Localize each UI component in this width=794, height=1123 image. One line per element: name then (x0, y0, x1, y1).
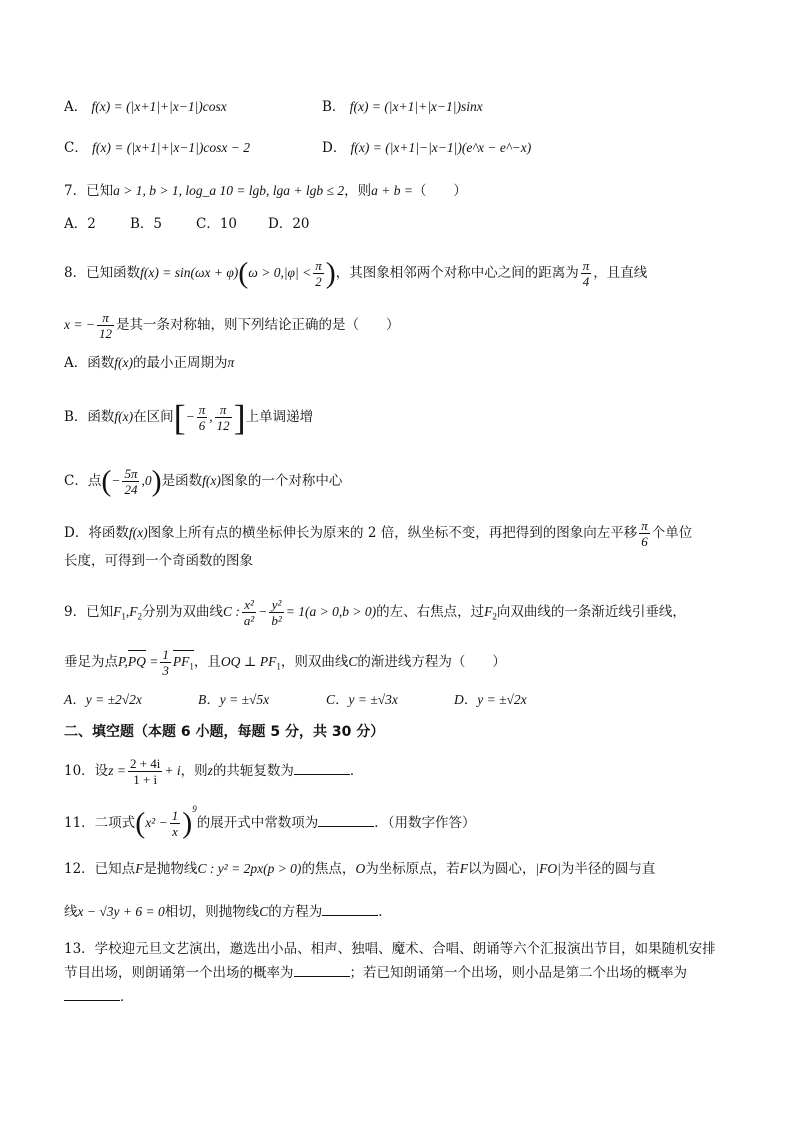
q6-option-d-expr: f(x) = (|x+1|−|x−1|)(e^x − e^−x) (350, 140, 532, 155)
q9-hyperbola: C : (222, 604, 240, 619)
q9-option-d[interactable]: D．y = ±√2x (454, 692, 527, 707)
q10-answer-blank[interactable] (294, 761, 350, 775)
q9-options (64, 690, 527, 710)
q9-option-a[interactable]: A．y = ±2√2x (64, 692, 142, 707)
q8-stem-line1: 8．已知函数f(x) = sin(ωx + φ)(ω > 0,|φ| < $\frac{\pi}{2}$ )，其图象相邻两个对称中心之间的距离为 $\frac{\pi}{4}$ ，且直线 (64, 256, 648, 290)
q7-option-c[interactable]: C．10 (196, 216, 238, 232)
q8-option-b[interactable]: B．函数f(x)在区间[− $\frac{\pi}{6}$ , $\frac{\pi}{12}$ ]上单调递增 (64, 397, 314, 438)
q13-answer-blank-1[interactable] (294, 963, 350, 977)
q13-line1: 13．学校迎元旦文艺演出，邀选出小品、相声、独唱、魔术、合唱、朗诵等六个汇报演出节目，如果随机安排 (64, 941, 716, 957)
q8-function: f(x) = sin(ωx + φ) (140, 265, 239, 280)
q10: 10．设z = $\frac{2 + 4i}{1 + i}$ + i，则z的共轭复数为 ． (64, 756, 364, 787)
section-title-fill-in: 二、填空题（本题 6 小题，每题 5 分，共 30 分） (64, 724, 385, 740)
q6-option-b-expr: f(x) = (|x+1|+|x−1|)sinx (349, 99, 483, 114)
q7-stem: 7．已知a > 1, b > 1, log_a 10 = lgb, lga + lgb ≤ 2，则a + b =（ ） (64, 183, 467, 199)
q7-option-b[interactable]: B．5 (130, 216, 163, 232)
q9-option-b[interactable]: B．y = ±√5x (198, 692, 270, 707)
q8-option-d[interactable]: D．将函数f(x)图象上所有点的横坐标伸长为原来的 2 倍，纵坐标不变，再把得到的图象向左平移 $\frac{\pi}{6}$ 个单位 (64, 518, 693, 549)
q8-option-a[interactable]: A．函数f(x)的最小正周期为π (64, 355, 235, 371)
q6-option-b[interactable]: B． f(x) = (|x+1|+|x−1|)sinx (322, 99, 483, 115)
q8-option-c[interactable]: C．点(− $\frac{5\pi}{24}$ ,0)是函数f(x)图象的一个对称中心 (64, 464, 343, 498)
q12-parabola: C : y² = 2px(p > 0) (197, 861, 302, 876)
q9-stem-line1: 9．已知$F_1,F_2$分别为双曲线C : $\frac{\text{x²}}{\text{a²}}$ − $\frac{\text{y²}}{\text{b²}}$ = 1(a > 0,b > 0)的左、右焦点，过$F_2$向双曲线的一条渐近线引垂线， (64, 597, 686, 628)
q12-answer-blank[interactable] (322, 902, 378, 916)
q8-option-d-line2: 长度，可得到一个奇函数的图象 (64, 553, 253, 569)
q9-stem-line2: 垂足为点P,PQ = $\frac{1}{3}$ $PF_1$，且OQ ⊥ $PF_1$，则双曲线C的渐进线方程为（ ） (64, 647, 506, 678)
q11-answer-blank[interactable] (318, 813, 374, 827)
q12-line2: 线x − √3y + 6 = 0相切，则抛物线C的方程为 ． (64, 904, 392, 920)
q8-stem-line2: x = − $\frac{\pi}{12}$ 是其一条对称轴，则下列结论正确的是（ ） (64, 310, 400, 341)
q6-option-a-expr: f(x) = (|x+1|+|x−1|)cosx (91, 99, 227, 114)
q13-line3: ． (64, 987, 134, 1007)
q6-option-a[interactable]: A． f(x) = (|x+1|+|x−1|)cosx (64, 99, 227, 115)
q6-option-c-expr: f(x) = (|x+1|+|x−1|)cosx − 2 (92, 140, 250, 155)
q12-line1: 12．已知点F是抛物线C : y² = 2px(p > 0)的焦点，O为坐标原点，若F以为圆心，|FO|为半径的圆与直 (64, 861, 656, 877)
q6-option-c[interactable]: C． f(x) = (|x+1|+|x−1|)cosx − 2 (64, 140, 250, 156)
q7-condition: a > 1, b > 1, log_a 10 = lgb, lga + lgb ≤ 2 (113, 183, 345, 198)
q6-option-d[interactable]: D． f(x) = (|x+1|−|x−1|)(e^x − e^−x) (322, 140, 532, 156)
q8-axis: x = − (64, 317, 95, 332)
q7-option-d[interactable]: D．20 (268, 216, 310, 232)
q9-option-c[interactable]: C．y = ±√3x (326, 692, 398, 707)
q7-option-a[interactable]: A．2 (64, 216, 96, 232)
q13-answer-blank-2[interactable] (64, 987, 120, 1001)
q11: 11．二项式(x² − $\frac{1}{x}$ )$^9$的展开式中常数项为 ．（用数字作答） (64, 803, 476, 840)
q7-options (64, 214, 310, 234)
q13-line2: 节目出场，则朗诵第一个出场的概率为 ；若已知朗诵第一个出场，则小品是第二个出场的概率为 (64, 965, 687, 981)
